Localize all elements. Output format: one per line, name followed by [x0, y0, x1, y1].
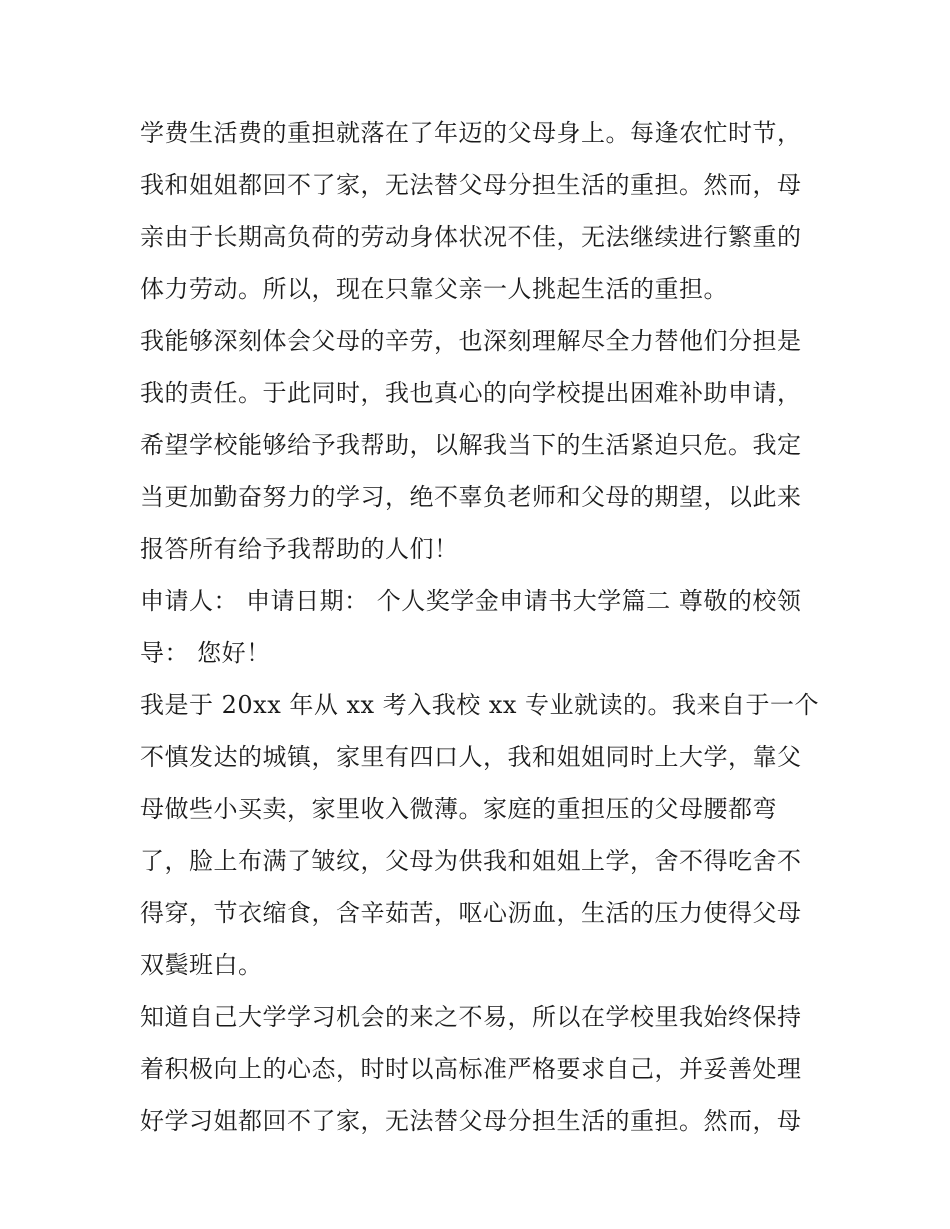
text-line: 体力劳动。所以，现在只靠父亲一人挑起生活的重担。 [140, 275, 728, 303]
text-line: 我是于 20xx 年从 xx 考入我校 xx 专业就读的。我来自于一个 [140, 691, 820, 719]
text-line: 申请人： 申请日期： 个人奖学金申请书大学篇二 尊敬的校领 [140, 587, 802, 615]
text-line: 导： 您好！ [140, 639, 271, 667]
text-line: 我和姐姐都回不了家，无法替父母分担生活的重担。然而，母 [140, 171, 802, 199]
text-line: 我能够深刻体会父母的辛劳，也深刻理解尽全力替他们分担是 [140, 327, 802, 355]
text-line: 亲由于长期高负荷的劳动身体状况不佳，无法继续进行繁重的 [140, 223, 802, 251]
text-line: 得穿，节衣缩食，含辛茹苦，呕心沥血，生活的压力使得父母 [140, 899, 802, 927]
text-line: 学费生活费的重担就落在了年迈的父母身上。每逢农忙时节， [140, 119, 802, 147]
text-line: 知道自己大学学习机会的来之不易，所以在学校里我始终保持 [140, 1003, 802, 1031]
document-body [140, 107, 820, 1147]
text-line: 好学习姐都回不了家，无法替父母分担生活的重担。然而，母 [140, 1107, 802, 1135]
text-line: 希望学校能够给予我帮助，以解我当下的生活紧迫只危。我定 [140, 431, 802, 459]
text-line: 双鬓班白。 [140, 951, 263, 979]
text-line: 母做些小买卖，家里收入微薄。家庭的重担压的父母腰都弯 [140, 795, 777, 823]
text-line: 我的责任。于此同时，我也真心的向学校提出困难补助申请， [140, 379, 802, 407]
text-line: 报答所有给予我帮助的人们！ [140, 535, 459, 563]
text-line: 着积极向上的心态，时时以高标准严格要求自己，并妥善处理 [140, 1055, 802, 1083]
text-line: 不慎发达的城镇，家里有四口人，我和姐姐同时上大学，靠父 [140, 743, 802, 771]
text-line: 当更加勤奋努力的学习，绝不辜负老师和父母的期望，以此来 [140, 483, 802, 511]
text-line: 了，脸上布满了皱纹，父母为供我和姐姐上学，舍不得吃舍不 [140, 847, 802, 875]
